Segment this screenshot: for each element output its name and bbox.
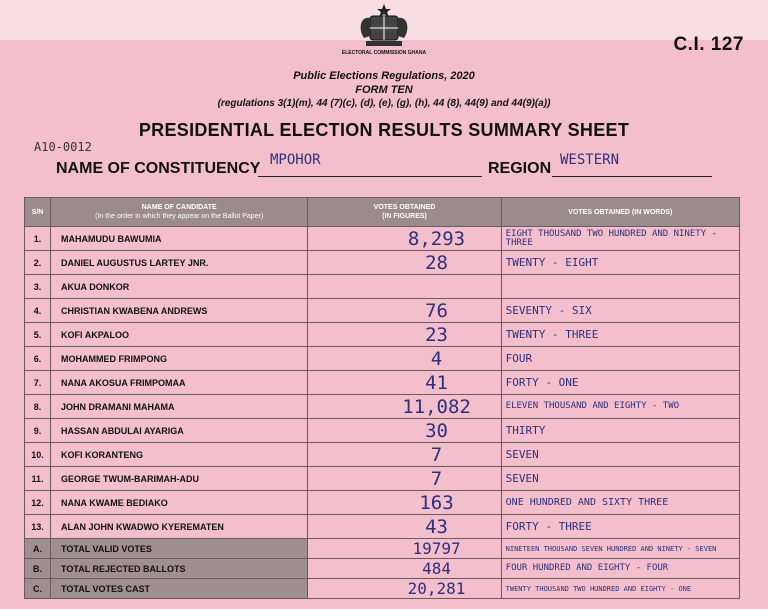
candidate-name: JOHN DRAMANI MAHAMA xyxy=(51,395,308,419)
total-figures xyxy=(308,539,501,559)
total-figures xyxy=(308,579,501,599)
votes-words: ELEVEN THOUSAND AND EIGHTY - TWO xyxy=(501,395,739,419)
constituency-underline xyxy=(258,176,482,177)
row-sn: 9. xyxy=(25,419,51,443)
row-sn: 12. xyxy=(25,491,51,515)
candidate-name: DANIEL AUGUSTUS LARTEY JNR. xyxy=(51,251,308,275)
form-name: FORM TEN xyxy=(355,84,413,96)
votes-figures-value: 11,082 xyxy=(402,395,471,418)
results-table xyxy=(24,197,740,599)
votes-words xyxy=(501,275,739,299)
votes-words: SEVEN xyxy=(501,467,739,491)
votes-words: SEVEN xyxy=(501,443,739,467)
header-figures-title: VOTES OBTAINED xyxy=(373,204,436,211)
votes-figures xyxy=(308,491,501,515)
table-row xyxy=(25,227,740,251)
table-row xyxy=(25,323,740,347)
table-header-row xyxy=(25,198,740,227)
total-label: TOTAL VALID VOTES xyxy=(51,539,308,559)
electoral-commission-caption: ELECTORAL COMMISSION GHANA xyxy=(341,50,427,56)
row-sn: 6. xyxy=(25,347,51,371)
votes-figures-value: 28 xyxy=(425,251,448,274)
table-row xyxy=(25,443,740,467)
row-sn: 4. xyxy=(25,299,51,323)
total-figures-value: 19797 xyxy=(412,539,461,558)
votes-words: TWENTY - EIGHT xyxy=(501,251,739,275)
votes-figures-value: 76 xyxy=(425,299,448,322)
total-row-valid xyxy=(25,539,740,559)
votes-figures-value: 23 xyxy=(425,323,448,346)
candidate-name: KOFI AKPALOO xyxy=(51,323,308,347)
row-sn: 11. xyxy=(25,467,51,491)
table-row xyxy=(25,419,740,443)
votes-words: SEVENTY - SIX xyxy=(501,299,739,323)
votes-figures-value: 7 xyxy=(430,443,443,466)
votes-figures xyxy=(308,299,501,323)
votes-figures xyxy=(308,443,501,467)
form-code: C.I. 127 xyxy=(673,34,744,55)
header-sn: S/N xyxy=(25,198,51,227)
candidate-name: GEORGE TWUM-BARIMAH-ADU xyxy=(51,467,308,491)
row-sn: 10. xyxy=(25,443,51,467)
votes-figures xyxy=(308,323,501,347)
candidate-name: HASSAN ABDULAI AYARIGA xyxy=(51,419,308,443)
table-row xyxy=(25,347,740,371)
candidate-name: MAHAMUDU BAWUMIA xyxy=(51,227,308,251)
row-sn: A. xyxy=(25,539,51,559)
votes-figures xyxy=(308,275,501,299)
votes-words: FORTY - THREE xyxy=(501,515,739,539)
total-label: TOTAL VOTES CAST xyxy=(51,579,308,599)
candidate-name: NANA AKOSUA FRIMPOMAA xyxy=(51,371,308,395)
candidate-name: NANA KWAME BEDIAKO xyxy=(51,491,308,515)
votes-words: FOUR xyxy=(501,347,739,371)
total-row-rejected xyxy=(25,559,740,579)
votes-figures xyxy=(308,419,501,443)
total-label: TOTAL REJECTED BALLOTS xyxy=(51,559,308,579)
table-row xyxy=(25,251,740,275)
candidate-name: ALAN JOHN KWADWO KYEREMATEN xyxy=(51,515,308,539)
row-sn: 8. xyxy=(25,395,51,419)
header-figures xyxy=(308,198,501,227)
constituency-value: MPOHOR xyxy=(270,152,321,168)
total-words: NINETEEN THOUSAND SEVEN HUNDRED AND NINETY - SEVEN xyxy=(501,539,739,559)
table-row xyxy=(25,515,740,539)
row-sn: 5. xyxy=(25,323,51,347)
region-value: WESTERN xyxy=(560,152,620,168)
row-sn: 2. xyxy=(25,251,51,275)
header-words: VOTES OBTAINED (IN WORDS) xyxy=(501,198,739,227)
header-name xyxy=(51,198,308,227)
votes-words: THIRTY xyxy=(501,419,739,443)
votes-figures xyxy=(308,371,501,395)
votes-words: ONE HUNDRED AND SIXTY THREE xyxy=(501,491,739,515)
votes-figures xyxy=(308,251,501,275)
candidate-name: CHRISTIAN KWABENA ANDREWS xyxy=(51,299,308,323)
total-figures-value: 20,281 xyxy=(407,579,466,598)
row-sn: 7. xyxy=(25,371,51,395)
regulation-references: (regulations 3(1)(m), 44 (7)(c), (d), (e), (g), (h), 44 (8), 44(9) and 44(9)(a)) xyxy=(217,98,551,109)
votes-figures xyxy=(308,395,501,419)
table-row xyxy=(25,371,740,395)
votes-words: FORTY - ONE xyxy=(501,371,739,395)
header-figures-note: (IN FIGURES) xyxy=(382,213,427,220)
regulation-title: Public Elections Regulations, 2020 xyxy=(293,70,475,82)
votes-figures-value: 163 xyxy=(419,491,454,514)
row-sn: 3. xyxy=(25,275,51,299)
votes-figures-value: 43 xyxy=(425,515,448,538)
row-sn: 13. xyxy=(25,515,51,539)
constituency-label: NAME OF CONSTITUENCY xyxy=(56,160,261,177)
votes-figures-value: 41 xyxy=(425,371,448,394)
total-words: FOUR HUNDRED AND EIGHTY - FOUR xyxy=(501,559,739,579)
votes-words: EIGHT THOUSAND TWO HUNDRED AND NINETY - THREE xyxy=(501,227,739,251)
total-figures xyxy=(308,559,501,579)
table-row xyxy=(25,467,740,491)
header-name-note: (In the order in which they appear on the Ballot Paper) xyxy=(95,213,264,220)
sheet-title: PRESIDENTIAL ELECTION RESULTS SUMMARY SHEET xyxy=(138,120,630,140)
candidate-name: MOHAMMED FRIMPONG xyxy=(51,347,308,371)
total-row-cast xyxy=(25,579,740,599)
total-words: TWENTY THOUSAND TWO HUNDRED AND EIGHTY - ONE xyxy=(501,579,739,599)
candidate-name: KOFI KORANTENG xyxy=(51,443,308,467)
region-underline xyxy=(552,176,712,177)
table-row xyxy=(25,275,740,299)
votes-figures xyxy=(308,467,501,491)
votes-words: TWENTY - THREE xyxy=(501,323,739,347)
candidate-name: AKUA DONKOR xyxy=(51,275,308,299)
table-row xyxy=(25,395,740,419)
table-row xyxy=(25,491,740,515)
votes-figures xyxy=(308,227,501,251)
total-figures-value: 484 xyxy=(422,559,451,578)
row-sn: 1. xyxy=(25,227,51,251)
votes-figures-value: 30 xyxy=(425,419,448,442)
table-row xyxy=(25,299,740,323)
votes-figures xyxy=(308,515,501,539)
region-label: REGION xyxy=(488,160,552,177)
coat-of-arms-emblem xyxy=(352,2,416,48)
votes-figures-value: 7 xyxy=(430,467,443,490)
serial-number: A10-0012 xyxy=(34,140,92,154)
header-name-title: NAME OF CANDIDATE xyxy=(141,204,217,211)
votes-figures-value: 8,293 xyxy=(407,227,466,250)
row-sn: B. xyxy=(25,559,51,579)
votes-figures xyxy=(308,347,501,371)
votes-figures-value: 4 xyxy=(430,347,443,370)
row-sn: C. xyxy=(25,579,51,599)
